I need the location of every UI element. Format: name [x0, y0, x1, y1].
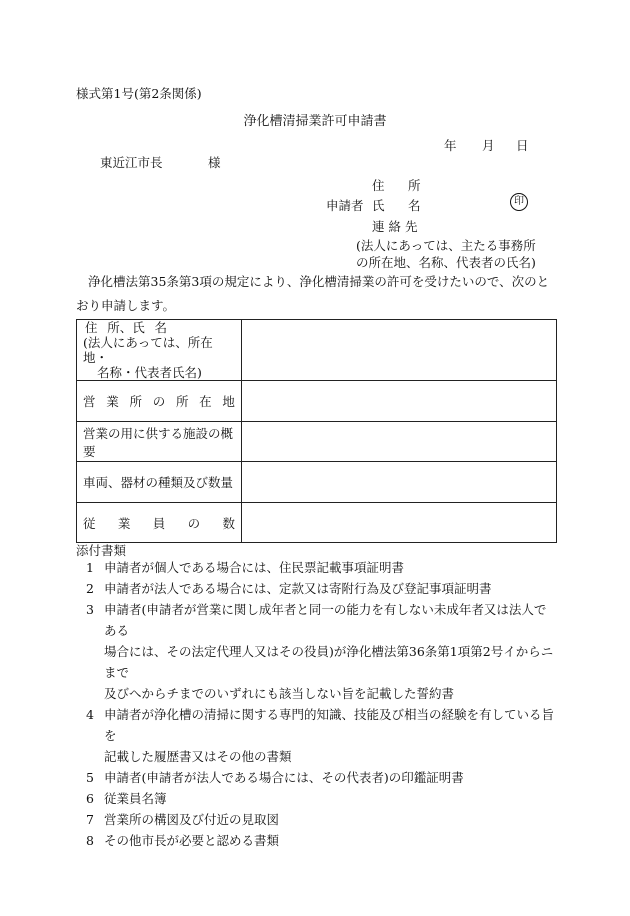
- row5-char: の: [187, 515, 201, 531]
- row-label-employee-count: [77, 503, 242, 543]
- row1-word1: 住: [85, 320, 98, 335]
- address-name-field[interactable]: [242, 320, 557, 381]
- table-row: [77, 320, 557, 381]
- table-row: [77, 503, 557, 543]
- row1-note-line1: (法人にあっては、所在地・: [83, 335, 213, 365]
- list-item-text: 及びへからチまでのいずれにも該当しない旨を記載した誓約書: [104, 686, 455, 701]
- table-row: [77, 422, 557, 462]
- list-item-text: 従業員名簿: [104, 791, 167, 806]
- document-title: 浄化槽清掃業許可申請書: [243, 114, 387, 129]
- list-item: [86, 788, 558, 809]
- attachments-list: [86, 557, 558, 851]
- list-item-text: 申請者(申請者が法人である場合には、その代表者)の印鑑証明書: [104, 770, 464, 785]
- office-location-field[interactable]: [242, 381, 557, 422]
- row1-note-line2: 名称・代表者氏名): [97, 365, 202, 380]
- row1-word2: 所、氏: [107, 320, 145, 335]
- name-label-1: 氏: [372, 198, 385, 213]
- list-item: [86, 557, 558, 578]
- row5-char: 業: [117, 515, 131, 531]
- row-label-vehicles-equipment: 車両、器材の種類及び数量: [77, 462, 242, 503]
- row-label-office-location: [77, 381, 242, 422]
- table-row: [77, 381, 557, 422]
- list-item-text: 申請者が個人である場合には、住民票記載事項証明書: [104, 560, 405, 575]
- row5-char: 数: [222, 515, 235, 531]
- addressee-name: 東近江市長: [100, 155, 163, 170]
- row2-char: 所: [129, 394, 142, 409]
- table-row: [77, 462, 557, 503]
- row2-char: 業: [106, 394, 119, 409]
- applicant-role: 申請者: [326, 198, 364, 213]
- name-label-2: 名: [408, 198, 421, 213]
- application-table: [76, 319, 557, 543]
- facility-outline-field[interactable]: [242, 422, 557, 462]
- address-label-2: 所: [408, 178, 421, 193]
- contact-label: 連 絡 先: [372, 219, 418, 234]
- applicant-note-line2: の所在地、名称、代表者の氏名): [356, 255, 536, 270]
- list-item: [86, 809, 558, 830]
- list-item: [86, 767, 558, 788]
- list-item-number: 2: [86, 581, 94, 596]
- list-item-text: 営業所の構図及び付近の見取図: [104, 812, 280, 827]
- list-item-text: 申請者が浄化槽の清掃に関する専門的知識、技能及び相当の経験を有している旨を: [104, 707, 555, 743]
- address-label-1: 住: [372, 178, 385, 193]
- date-month-label: 月: [482, 138, 495, 153]
- row2-char: 地: [222, 394, 235, 409]
- row-label-facility-outline: 営業の用に供する施設の概要: [77, 422, 242, 462]
- list-item-number: 6: [86, 791, 94, 806]
- list-item-text: 申請者が法人である場合には、定款又は寄附行為及び登記事項証明書: [104, 581, 492, 596]
- seal-mark: 印: [510, 193, 528, 211]
- row2-char: の: [152, 394, 166, 409]
- applicant-note-line1: (法人にあっては、主たる事務所: [356, 238, 536, 253]
- list-item-number: 3: [86, 602, 94, 617]
- intro-paragraph: 浄化槽法第35条第3項の規定により、浄化槽清掃業の許可を受けたいので、次のとおり申請します。: [76, 274, 550, 313]
- attachments-heading: 添付書類: [76, 543, 127, 558]
- list-item-text: 場合には、その法定代理人又はその役員)が浄化槽法第36条第1項第2号イからニまで: [104, 644, 554, 680]
- row1-word3: 名: [154, 320, 167, 335]
- form-number: 様式第1号(第2条関係): [76, 86, 202, 101]
- row5-char: 従: [83, 515, 96, 531]
- list-item: [86, 830, 558, 851]
- list-item: [86, 578, 558, 599]
- date-day-label: 日: [516, 138, 529, 153]
- vehicles-equipment-field[interactable]: [242, 462, 557, 503]
- list-item-number: 7: [86, 812, 94, 827]
- row5-char: 員: [152, 515, 166, 531]
- list-item: [86, 704, 558, 767]
- date-year-label: 年: [444, 138, 457, 153]
- list-item-number: 5: [86, 770, 94, 785]
- list-item-text: その他市長が必要と認める書類: [104, 833, 280, 848]
- addressee-honorific: 様: [208, 155, 221, 170]
- row2-char: 在: [199, 394, 212, 409]
- row-label-address-name: [77, 320, 242, 381]
- list-item-number: 8: [86, 833, 94, 848]
- list-item-text: 記載した履歴書又はその他の書類: [104, 749, 292, 764]
- employee-count-field[interactable]: [242, 503, 557, 543]
- list-item-text: 申請者(申請者が営業に関し成年者と同一の能力を有しない未成年者又は法人である: [104, 602, 547, 638]
- row2-char: 所: [175, 394, 189, 409]
- list-item: [86, 599, 558, 704]
- list-item-number: 4: [86, 707, 94, 722]
- row2-char: 営: [83, 394, 96, 409]
- list-item-number: 1: [86, 560, 94, 575]
